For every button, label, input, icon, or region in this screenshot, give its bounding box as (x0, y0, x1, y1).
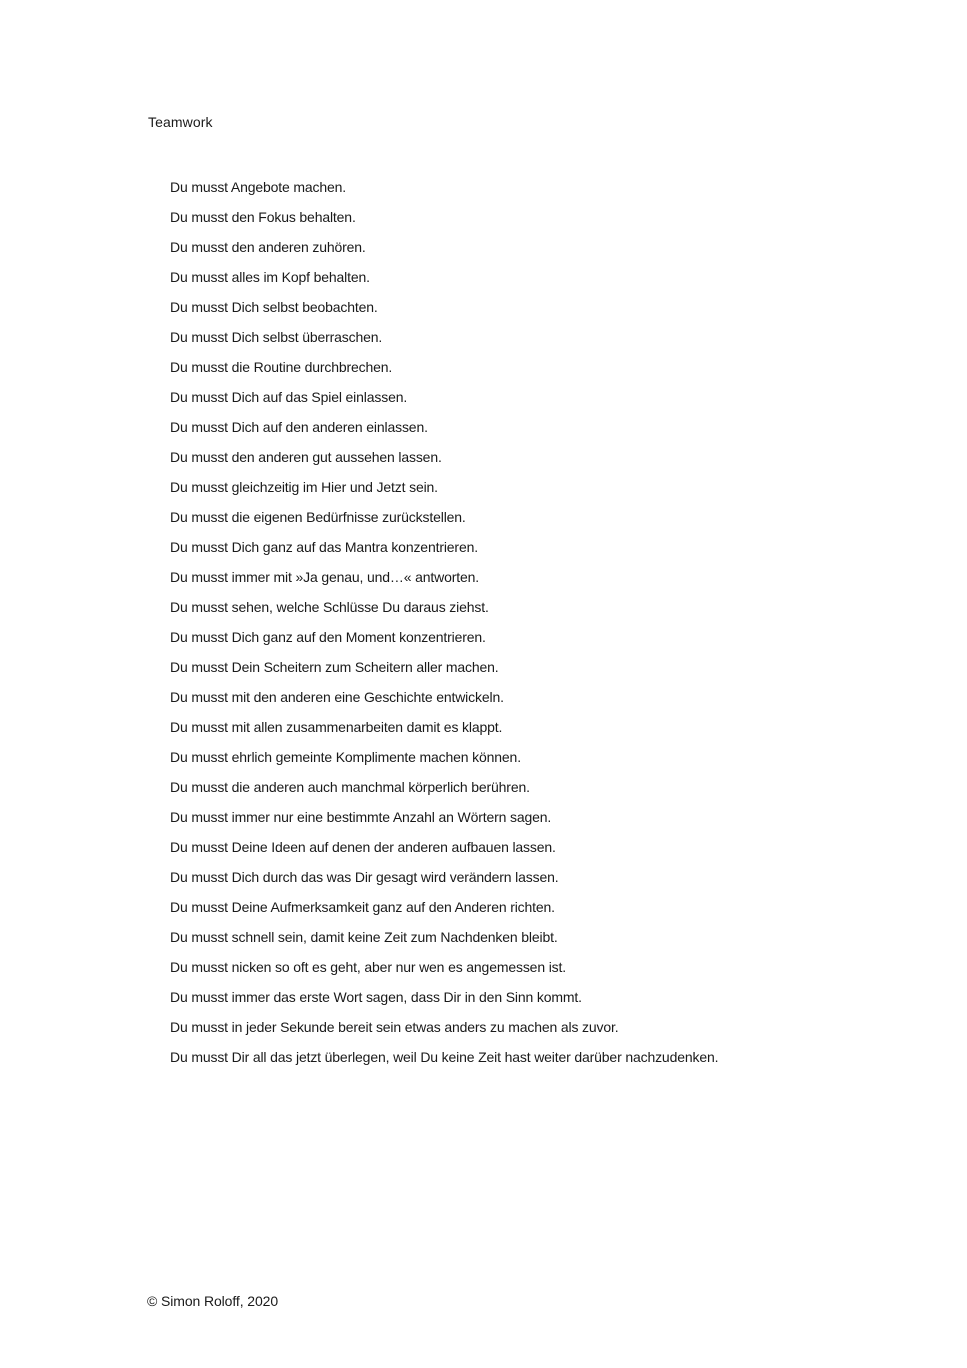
poem-line: Du musst Dich ganz auf das Mantra konzentrieren. (170, 539, 478, 555)
poem-line: Du musst sehen, welche Schlüsse Du daraus ziehst. (170, 599, 489, 615)
poem-line: Du musst ehrlich gemeinte Komplimente machen können. (170, 749, 521, 765)
line-list (170, 172, 718, 1072)
poem-line: Du musst gleichzeitig im Hier und Jetzt sein. (170, 479, 438, 495)
poem-line: Du musst Dein Scheitern zum Scheitern aller machen. (170, 659, 499, 675)
poem-line: Du musst immer mit »Ja genau, und…« antworten. (170, 569, 480, 585)
poem-line: Du musst den Fokus behalten. (170, 209, 356, 225)
poem-line: Du musst Dich durch das was Dir gesagt wird verändern lassen. (170, 869, 559, 885)
poem-line: Du musst mit allen zusammenarbeiten damit es klappt. (170, 719, 503, 735)
poem-line: Du musst mit den anderen eine Geschichte entwickeln. (170, 689, 504, 705)
poem-line: Du musst Dich auf das Spiel einlassen. (170, 389, 408, 405)
poem-line: Du musst Deine Aufmerksamkeit ganz auf den Anderen richten. (170, 899, 555, 915)
copyright: © Simon Roloff, 2020 (147, 1293, 279, 1309)
poem-line: Du musst Dich ganz auf den Moment konzentrieren. (170, 629, 486, 645)
poem-line: Du musst immer das erste Wort sagen, dass Dir in den Sinn kommt. (170, 989, 582, 1005)
poem-line: Du musst in jeder Sekunde bereit sein etwas anders zu machen als zuvor. (170, 1019, 619, 1035)
poem-line: Du musst Dich auf den anderen einlassen. (170, 419, 428, 435)
poem-line: Du musst immer nur eine bestimmte Anzahl an Wörtern sagen. (170, 809, 552, 825)
poem-line: Du musst den anderen gut aussehen lassen. (170, 449, 442, 465)
poem-line: Du musst schnell sein, damit keine Zeit zum Nachdenken bleibt. (170, 929, 558, 945)
poem-line: Du musst die Routine durchbrechen. (170, 359, 393, 375)
poem-line: Du musst die anderen auch manchmal körperlich berühren. (170, 779, 530, 795)
poem-line: Du musst den anderen zuhören. (170, 239, 366, 255)
poem-line: Du musst Dich selbst beobachten. (170, 299, 378, 315)
poem-line: Du musst die eigenen Bedürfnisse zurückstellen. (170, 509, 466, 525)
poem-line: Du musst nicken so oft es geht, aber nur wen es angemessen ist. (170, 959, 566, 975)
poem-line: Du musst Dich selbst überraschen. (170, 329, 383, 345)
poem-line: Du musst Angebote machen. (170, 179, 347, 195)
poem-line: Du musst Dir all das jetzt überlegen, weil Du keine Zeit hast weiter darüber nachzudenken. (170, 1049, 719, 1065)
poem-line: Du musst alles im Kopf behalten. (170, 269, 370, 285)
document-title: Teamwork (148, 114, 213, 130)
poem-line: Du musst Deine Ideen auf denen der anderen aufbauen lassen. (170, 839, 556, 855)
